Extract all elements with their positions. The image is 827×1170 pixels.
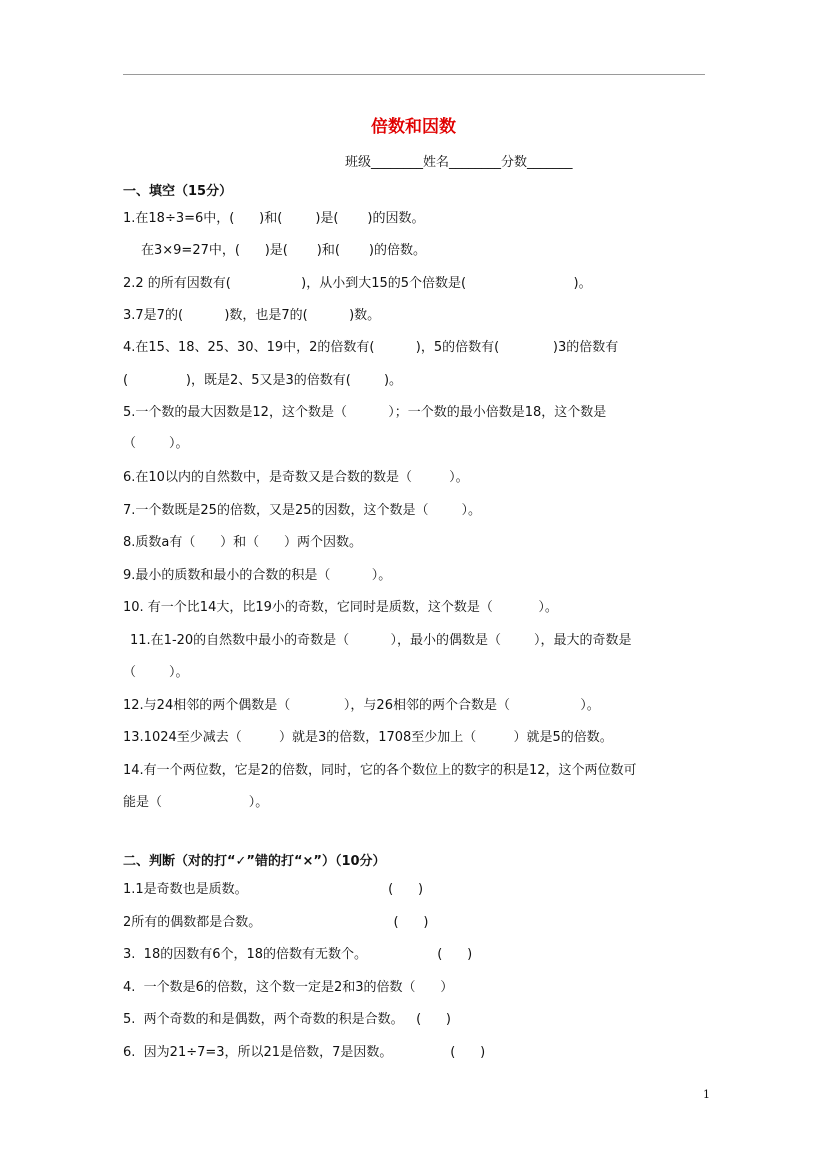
- question-line: （ ）。: [123, 665, 189, 680]
- question-line: 1.在18÷3=6中，( )和( )是( )的因数。: [123, 211, 425, 226]
- question-line: 7.一个数既是25的倍数，又是25的因数，这个数是（ ）。: [123, 503, 482, 518]
- question-line: 9.最小的质数和最小的合数的积是（ ）。: [123, 568, 392, 583]
- judgement-line: 2所有的偶数都是合数。 ( ): [123, 915, 429, 930]
- question-line: 2.2 的所有因数有( )，从小到大15的5个倍数是( )。: [123, 276, 592, 291]
- question-line: 11.在1-20的自然数中最小的奇数是（ ），最小的偶数是（ ），最大的奇数是: [130, 633, 632, 648]
- question-line: 在3×9=27中，( )是( )和( )的倍数。: [141, 243, 426, 258]
- section-1-heading: 一、填空（15分）: [123, 184, 233, 199]
- question-line: 12.与24相邻的两个偶数是（ ），与26相邻的两个合数是（ ）。: [123, 698, 600, 713]
- question-line: （ ）。: [123, 436, 189, 451]
- page-title: 倍数和因数: [371, 117, 456, 137]
- judgement-line: 4. 一个数是6的倍数，这个数一定是2和3的倍数（ ）: [123, 980, 454, 995]
- judgement-line: 6. 因为21÷7=3，所以21是倍数，7是因数。 ( ): [123, 1045, 486, 1060]
- question-line: 14.有一个两位数，它是2的倍数，同时，它的各个数位上的数字的积是12，这个两位数可: [123, 763, 637, 778]
- question-line: 3.7是7的( )数，也是7的( )数。: [123, 308, 381, 323]
- judgement-line: 5. 两个奇数的和是偶数，两个奇数的积是合数。 ( ): [123, 1012, 452, 1027]
- student-info-line: 班级________姓名________分数_______: [345, 155, 573, 170]
- page-number: 1: [703, 1088, 710, 1101]
- question-line: 能是（ ）。: [123, 795, 269, 810]
- question-line: 13.1024至少减去（ ）就是3的倍数，1708至少加上（ ）就是5的倍数。: [123, 730, 613, 745]
- question-line: 4.在15、18、25、30、19中，2的倍数有( )，5的倍数有( )3的倍数有: [123, 340, 619, 355]
- section-2-heading: 二、判断（对的打“✓”错的打“×”）（10分）: [123, 854, 386, 869]
- question-line: 6.在10以内的自然数中，是奇数又是合数的数是（ ）。: [123, 470, 469, 485]
- question-line: 8.质数a有（ ）和（ ）两个因数。: [123, 535, 362, 550]
- header-rule: [123, 74, 705, 75]
- question-line: ( )，既是2、5又是3的倍数有( )。: [123, 373, 403, 388]
- judgement-line: 1.1是奇数也是质数。 ( ): [123, 882, 424, 897]
- question-line: 10. 有一个比14大，比19小的奇数，它同时是质数，这个数是（ ）。: [123, 600, 558, 615]
- question-line: 5.一个数的最大因数是12，这个数是（ ）；一个数的最小倍数是18，这个数是: [123, 405, 607, 420]
- judgement-line: 3. 18的因数有6个，18的倍数有无数个。 ( ): [123, 947, 473, 962]
